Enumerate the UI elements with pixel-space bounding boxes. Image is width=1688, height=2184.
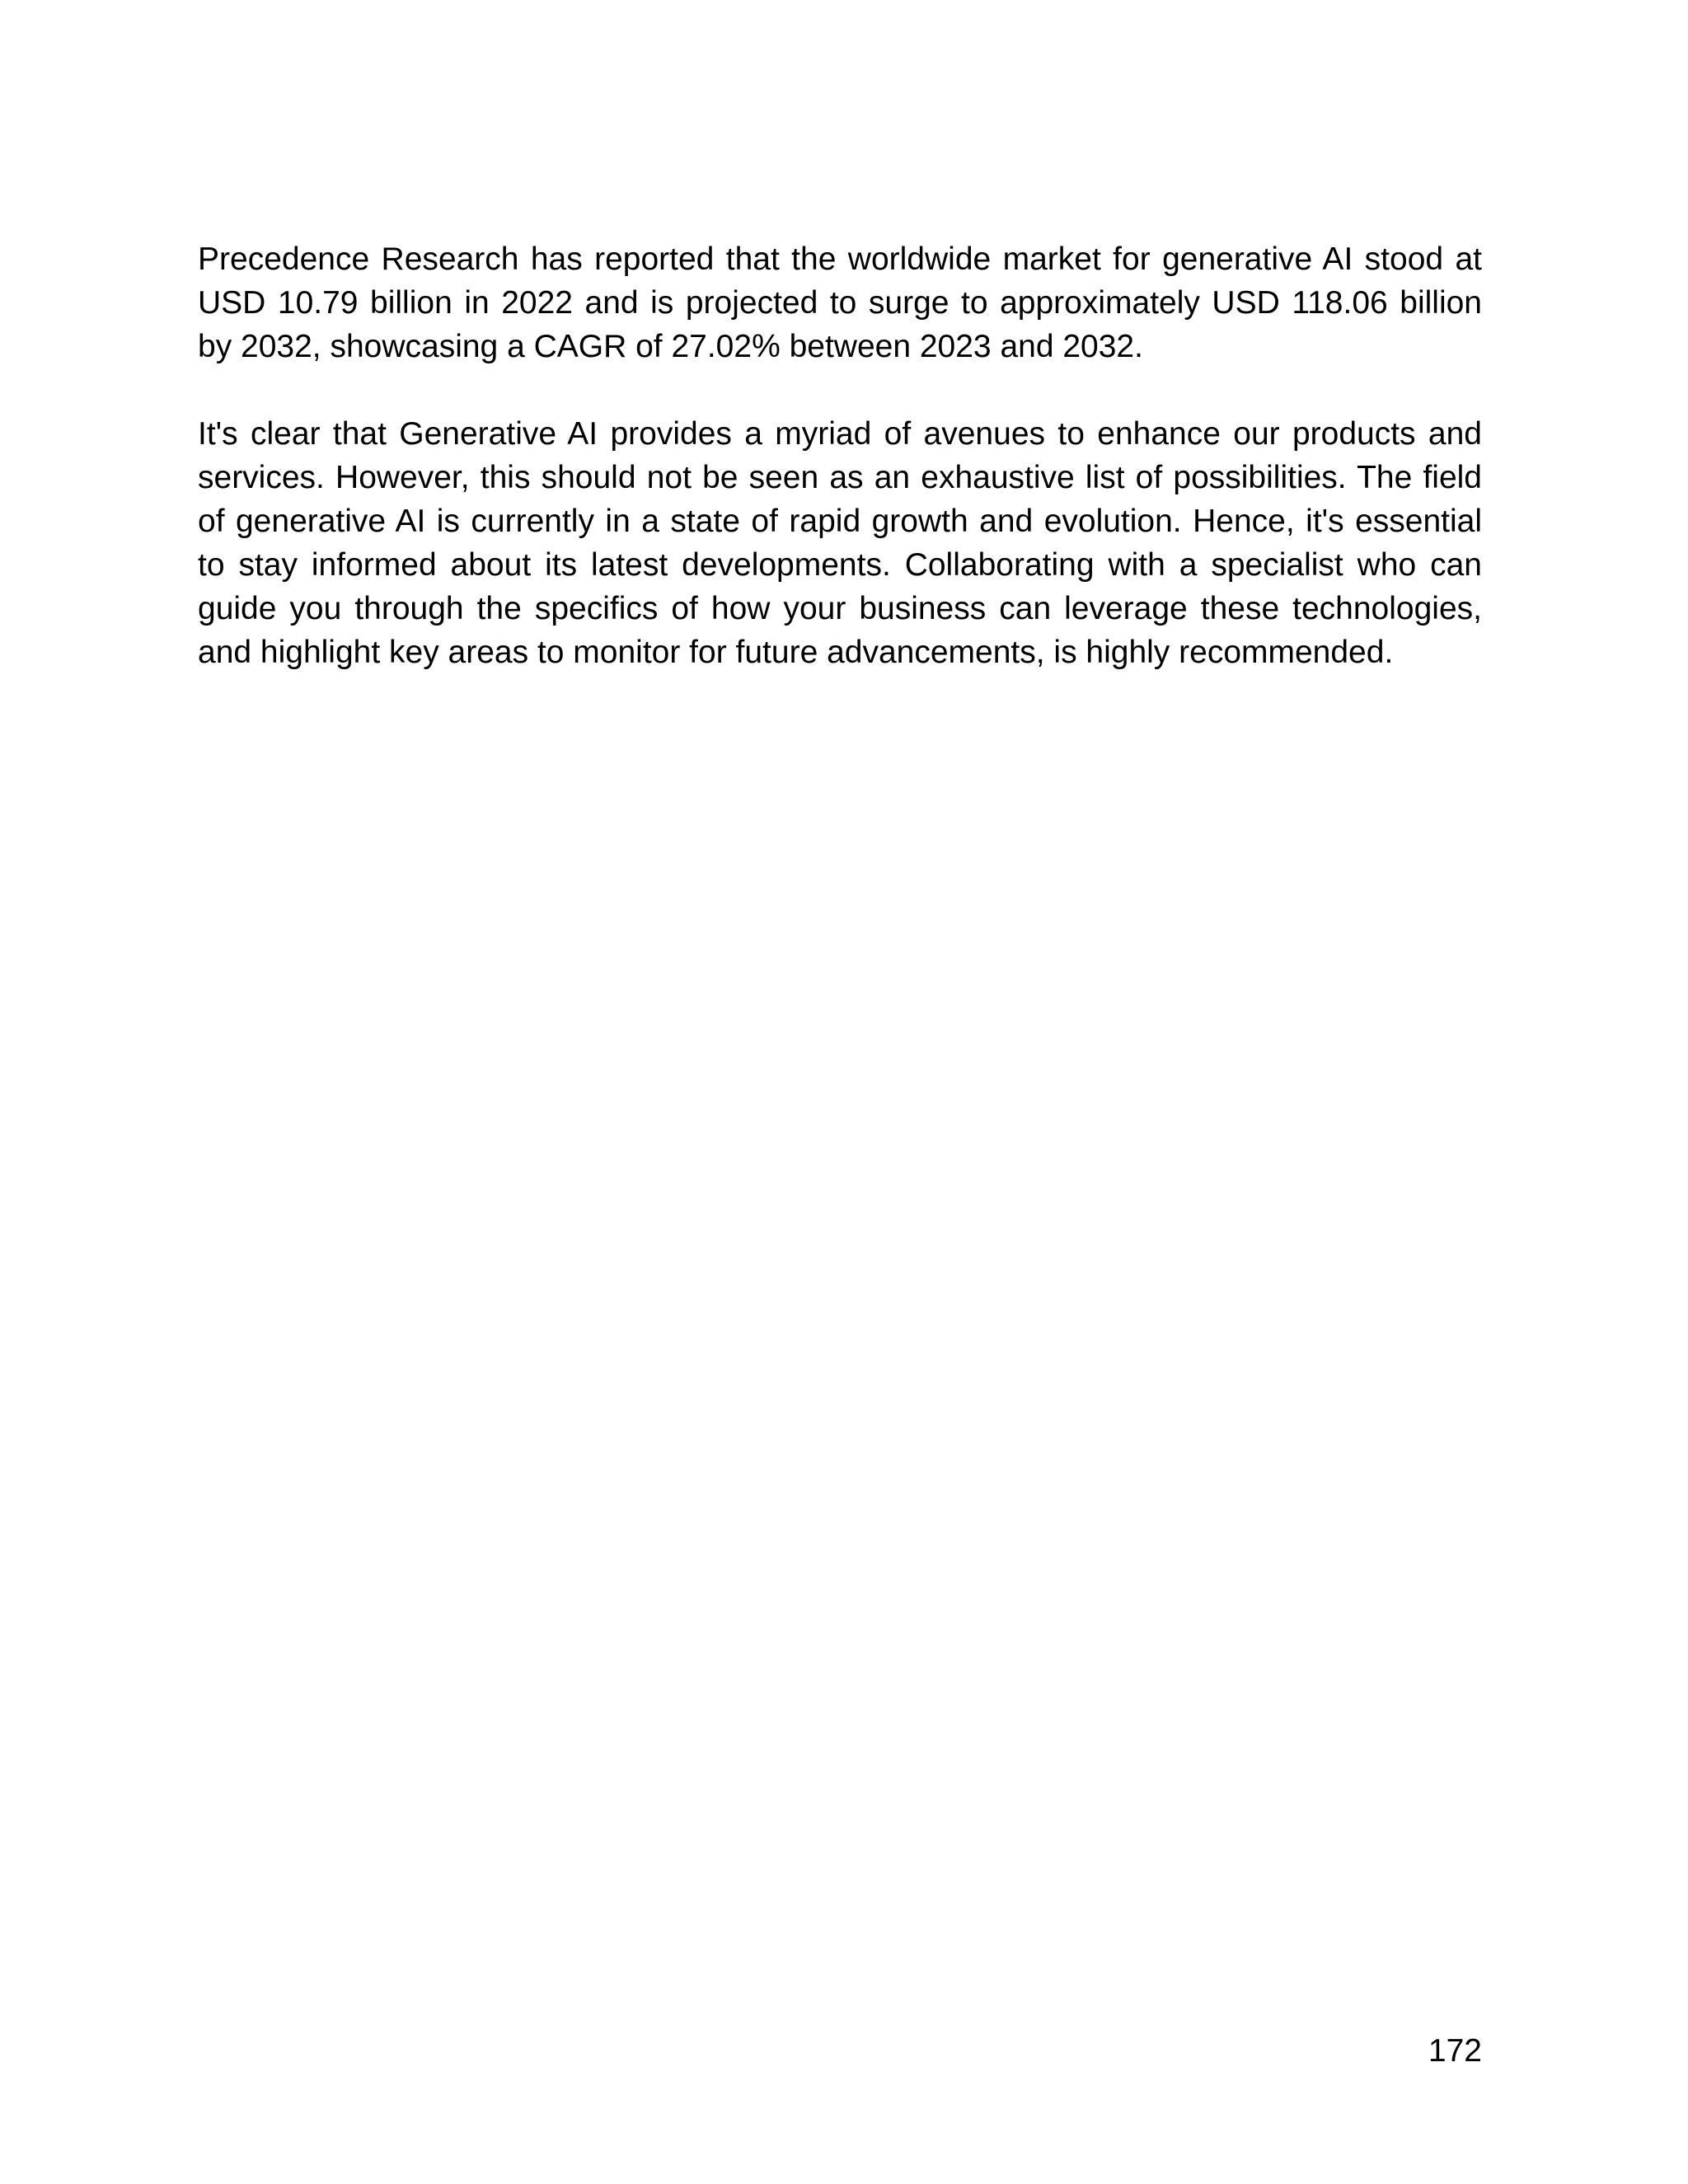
paragraph-generative-ai-avenues: It's clear that Generative AI provides a myriad of avenues to enhance our products and services. However, this should not be seen as an exhaustive list of possibilities. The field of generative AI is currently in a state of rapid growth and evolution. Hence, it's essential to stay informed about its latest developments. Collaborating with a specialist who can guide you through the specifics of how your business can leverage these technologies, and highlight key areas to monitor for future advancements, is highly recommended. — [198, 416, 1482, 670]
page-number: 172 — [1428, 2033, 1482, 2069]
body-text — [198, 237, 1482, 674]
paragraph-market-report: Precedence Research has reported that the worldwide market for generative AI stood at USD 10.79 billion in 2022 and is projected to surge to approximately USD 118.06 billion by 2032, showcasing a CAGR of 27.02% between 2023 and 2032. — [198, 241, 1482, 364]
